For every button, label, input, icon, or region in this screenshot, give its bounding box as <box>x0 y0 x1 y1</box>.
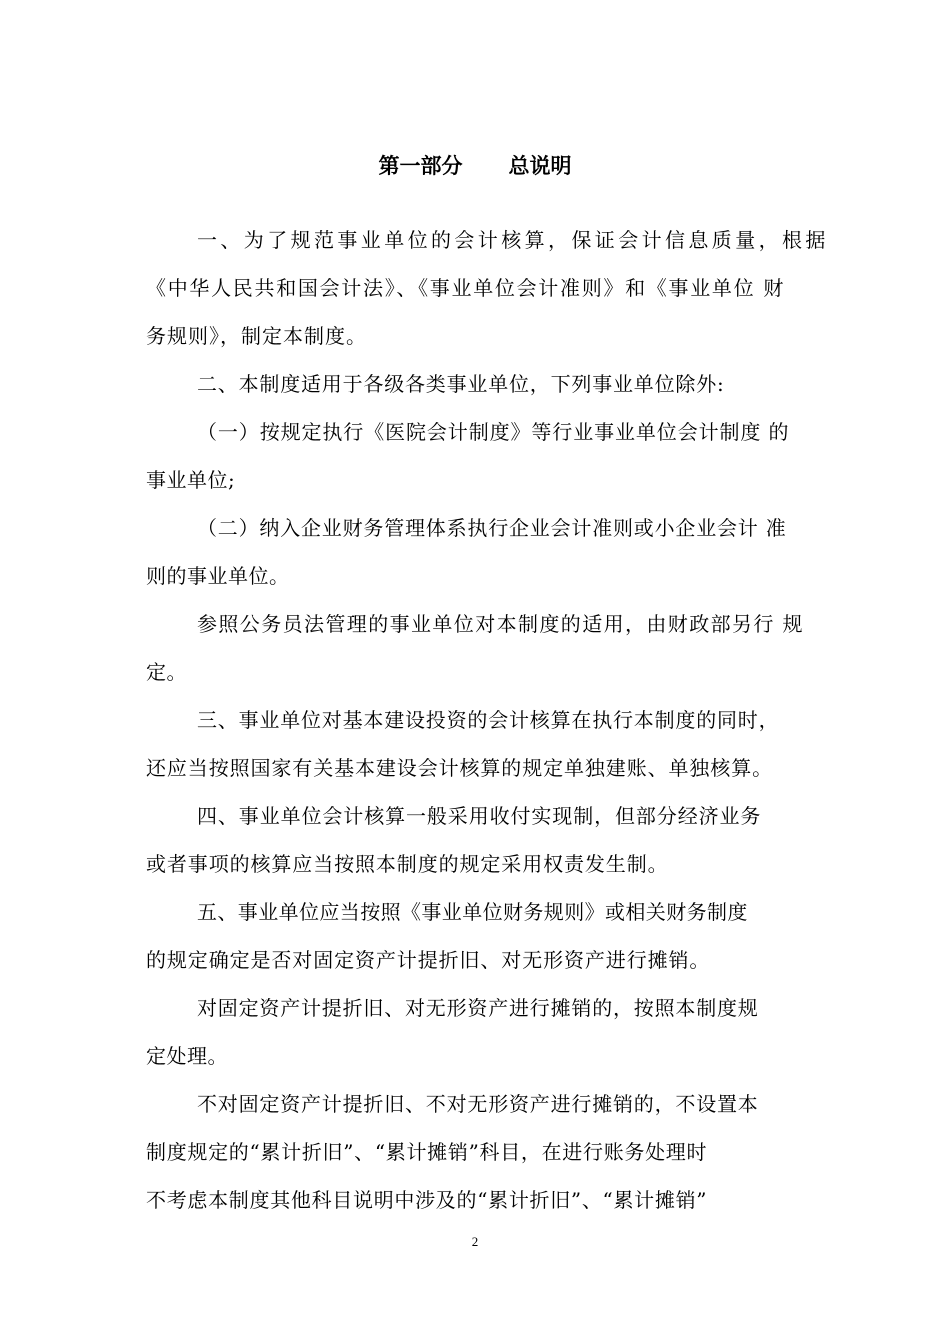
text-line: 参照公务员法管理的事业单位对本制度的适用，由财政部另行 规 <box>197 612 804 636</box>
text-line: （二）纳入企业财务管理体系执行企业会计准则或小企业会计 准 <box>197 516 787 540</box>
page-number: 2 <box>471 1234 479 1249</box>
text-line: 不考虑本制度其他科目说明中涉及的“累计折旧”、“累计摊销” <box>146 1188 708 1212</box>
text-line: 五、事业单位应当按照《事业单位财务规则》或相关财务制度 <box>197 900 748 924</box>
title-part: 第一部分 <box>378 154 463 178</box>
text-line: 二、本制度适用于各级各类事业单位，下列事业单位除外: <box>197 372 725 396</box>
text-line: 定处理。 <box>146 1044 228 1068</box>
text-line: 制度规定的“累计折旧”、“累计摊销”科目，在进行账务处理时 <box>146 1140 708 1164</box>
text-line: 对固定资产计提折旧、对无形资产进行摊销的，按照本制度规 <box>197 996 759 1020</box>
text-line: 三、事业单位对基本建设投资的会计核算在执行本制度的同时， <box>197 708 780 732</box>
text-line: 四、事业单位会计核算一般采用收付实现制，但部分经济业务 <box>197 804 762 828</box>
text-line: 则的事业单位。 <box>146 564 290 588</box>
text-line: 定。 <box>146 660 187 684</box>
page-title <box>0 150 950 180</box>
text-line: 一、为了规范事业单位的会计核算，保证会计信息质量，根据 <box>197 228 829 252</box>
text-line: 务规则》，制定本制度。 <box>146 324 367 348</box>
text-line: 的规定确定是否对固定资产计提折旧、对无形资产进行摊销。 <box>146 948 711 972</box>
text-line: 《中华人民共和国会计法》、《事业单位会计准则》和《事业单位 财 <box>146 276 786 300</box>
text-line: 不对固定资产计提折旧、不对无形资产进行摊销的，不设置本 <box>197 1092 759 1116</box>
title-main: 总说明 <box>508 154 572 178</box>
text-line: （一）按规定执行《医院会计制度》等行业事业单位会计制度 的 <box>197 420 790 444</box>
text-line: 或者事项的核算应当按照本制度的规定采用权责发生制。 <box>146 852 669 876</box>
text-line: 还应当按照国家有关基本建设会计核算的规定单独建账、单独核算。 <box>146 756 773 780</box>
text-line: 事业单位; <box>146 468 236 492</box>
